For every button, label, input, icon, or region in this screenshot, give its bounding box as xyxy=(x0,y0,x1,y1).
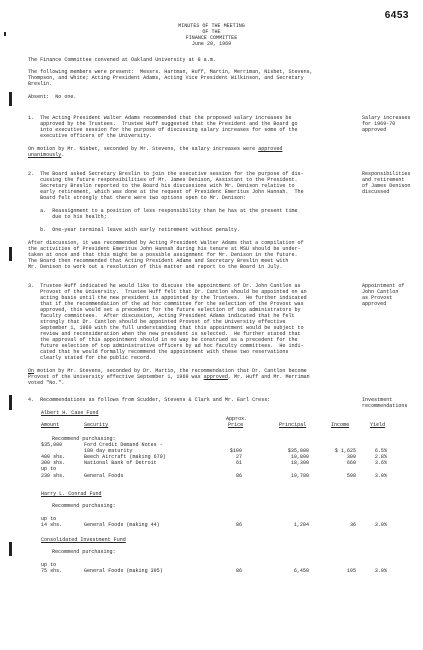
item4-margin-note: Investment recommendations xyxy=(362,397,408,410)
cell-yield: 3.0% xyxy=(374,568,387,575)
item1-line: 1. The Acting President Walter Adams recommended that the proposed salary increases be xyxy=(28,115,292,121)
fund-name: Albert H. Case Fund xyxy=(41,410,99,416)
cell-income: $ 1,625 xyxy=(334,448,356,455)
cell-amount: up to xyxy=(41,562,57,568)
item2-after-line: taken at once and that this might be a possible assignment for Mr. Denison in the future. xyxy=(28,252,298,258)
recommend-purchasing: Recommend purchasing: xyxy=(52,549,116,555)
item2-after-line: After discussion, it was recommended by Acting President Walter Adams that a compilation of xyxy=(28,240,304,246)
item1-line: into executive session for the purpose of discussing salary increases for some of the xyxy=(28,127,298,133)
cell-security: 180 day maturity xyxy=(84,448,133,455)
cell-yield: 2.8% xyxy=(374,454,387,461)
fund-name: Consolidated Investment Fund xyxy=(41,537,126,543)
table-row xyxy=(0,473,423,479)
col-income: Income xyxy=(331,422,350,428)
minutes-header-line: MINUTES OF THE MEETING xyxy=(178,23,245,29)
table-row xyxy=(0,522,423,528)
col-principal: Principal xyxy=(279,422,307,428)
cell-principal: 10,800 xyxy=(290,454,309,461)
table-row xyxy=(0,568,423,574)
cell-income: 36 xyxy=(349,522,356,529)
item1-motion-unanimously: unanimously xyxy=(28,152,62,158)
recommend-purchasing: Recommend purchasing: xyxy=(52,436,116,442)
cell-security: General Foods (making 395) xyxy=(84,568,163,575)
cell-income: 660 xyxy=(346,460,356,467)
item3-line: the approval of this appointment should in no way be construed as a precedent for the xyxy=(28,337,298,343)
absent-line: Absent: No one. xyxy=(28,94,77,100)
present-line: Breslin. xyxy=(28,81,53,87)
item2-option-a: a. Reassignment to a position of less responsibility than he has at the present time xyxy=(28,208,298,214)
item1-motion xyxy=(28,146,282,152)
minutes-header-title: FINANCE COMMITTEE xyxy=(185,35,238,41)
cell-security: General Foods (making 44) xyxy=(84,522,160,529)
page-number: 6453 xyxy=(384,10,409,21)
punch-mark xyxy=(9,395,12,410)
item2-option-a: due to his health; xyxy=(28,214,107,220)
item3-line: that if the recommendation of the ad hoc committee for the selection of the Provost was xyxy=(28,301,304,307)
punch-mark xyxy=(9,92,12,106)
item3-line: approved, this would set a precedent for the future selection of top administrators by xyxy=(28,307,301,313)
minutes-header-date: June 20, 1969 xyxy=(191,41,232,47)
item2-after-line: The Board then recommended that Acting President Adams and Secretary Breslin meet with xyxy=(28,258,289,264)
cell-amount: 300 shs. xyxy=(41,460,66,467)
cell-security: General Foods xyxy=(84,472,124,479)
col-approx: Approx. xyxy=(226,416,248,422)
item3-motion-text: Provost of the University effective September 1, 1969 was xyxy=(28,374,204,380)
cell-price: 61 xyxy=(235,460,242,467)
cell-income: 195 xyxy=(346,568,356,575)
item2-line: cussing the future responsibilities of Mr. James Denison, Assistant to the President. xyxy=(28,177,298,183)
cell-price: 27 xyxy=(235,454,242,461)
fund-name: Harry L. Conrad Fund xyxy=(41,491,102,497)
cell-principal: $35,000 xyxy=(287,448,309,455)
item2-line: 2. The Board asked Secretary Breslin to join the executive session for the purpose of dis- xyxy=(28,171,304,177)
minutes-header-line: OF THE xyxy=(202,29,221,35)
item2-line: Secretary Breslin reported to the Board his discussions with Mr. Denison relative to xyxy=(28,183,295,189)
cell-amount: 230 shs. xyxy=(41,472,66,479)
item3-line: acting basis until the new president is appointed by the Trustees. He further indicated xyxy=(28,295,307,301)
cell-principal: 1,204 xyxy=(293,522,309,529)
item2-after-line: Mr. Denison to work out a resolution of this matter and report to the Board in July. xyxy=(28,264,283,270)
item2-line: Board felt strongly that there were two options open to Mr. Denison: xyxy=(28,195,247,201)
cell-amount: $35,000 xyxy=(41,442,63,448)
recommend-purchasing: Recommend purchasing: xyxy=(52,503,116,509)
item3-motion-vote: voted "No.". xyxy=(28,380,65,386)
cell-amount: 75 shs. xyxy=(41,568,63,575)
cell-income: 300 xyxy=(346,454,356,461)
present-line: The following members were present: Messrs. Hartman, Huff, Martin, Merriman, Nisbet, Stevens, xyxy=(28,69,313,75)
col-security: Security xyxy=(84,422,109,428)
item3-motion-approved: approved xyxy=(203,374,228,380)
item3-line: clearly stated for the public record. xyxy=(28,355,153,361)
cell-security: Beech Aircraft (making 670) xyxy=(84,454,166,461)
item1-motion-cont xyxy=(28,152,64,158)
item3-line: September 1, 1969 with the full understanding that this appointment would be subject to xyxy=(28,325,304,331)
cell-yield: 3.0% xyxy=(374,522,387,529)
item3-line: review and reconsideration when the new president is selected. He further stated that xyxy=(28,331,301,337)
item3-line: 3. Trustee Huff indicated he would like to discuss the appointment of Dr. John Cantlon as xyxy=(28,283,301,289)
cell-yield: 6.5% xyxy=(374,448,387,455)
cell-price: 86 xyxy=(235,472,242,479)
item3-line: cated that he would formally recommend the appointment with these two reservations xyxy=(28,349,289,355)
cell-yield: 3.6% xyxy=(374,460,387,467)
cell-security: National Bank of Detroit xyxy=(84,460,157,467)
item1-line: approved by the Trustees. Trustee Huff suggested that the President and the Board go xyxy=(28,121,298,127)
cell-amount: up to xyxy=(41,516,57,522)
punch-mark xyxy=(9,542,12,556)
cell-price: 86 xyxy=(235,522,242,529)
item3-motion-text: , Mr. Huff and Mr. Merriman xyxy=(227,374,310,380)
cell-amount: 14 shs. xyxy=(41,522,63,529)
cell-security: Ford Credit Demand Notes - xyxy=(84,442,163,448)
col-yield: Yield xyxy=(370,422,386,428)
item3-motion xyxy=(28,374,310,380)
item1-line: executive officers of the University. xyxy=(28,133,153,139)
cell-yield: 3.0% xyxy=(374,472,387,479)
col-price: Price xyxy=(228,422,244,428)
item3-motion-on: On xyxy=(28,368,35,374)
cell-income: 598 xyxy=(346,472,356,479)
cell-principal: 18,300 xyxy=(290,460,309,467)
cell-principal: 19,780 xyxy=(290,472,309,479)
item2-margin-note: Responsibilities and retirement of James Denison discussed xyxy=(362,171,411,196)
item3-motion-text: motion by Mr. Stevens, seconded by Dr. Martin, the recommendation that Dr. Cantlon become xyxy=(34,368,307,374)
punch-mark xyxy=(9,247,12,261)
item2-line: early retirement, which was done at the request of President Emeritus John Hannah. The xyxy=(28,189,304,195)
item2-after-line: the activities of President Emeritus John Hannah during his tenure at MSU should be under- xyxy=(28,246,301,252)
item1-motion-period: . xyxy=(61,152,65,158)
item1-margin-note: Salary increases for 1969-70 approved xyxy=(362,115,411,134)
cell-price: 86 xyxy=(235,568,242,575)
item3-line: strongly that Dr. Cantlon should be appointed Provost of the University effective xyxy=(28,319,286,325)
item3-margin-note: Appointment of John Cantlon as Provost approved xyxy=(362,283,405,308)
item3-line: future selection of top administrative officers by ad hoc faculty committees. He indi- xyxy=(28,343,304,349)
convened-line: The Finance Committee convened at Oakland University at 8 a.m. xyxy=(28,57,216,63)
cell-principal: 6,450 xyxy=(293,568,309,575)
col-amount: Amount xyxy=(41,422,60,428)
item1-motion-approved: approved xyxy=(258,146,283,152)
item2-option-b: b. One-year terminal leave with early retirement without penalty. xyxy=(28,227,241,233)
item1-motion-text: On motion by Mr. Nisbet, seconded by Mr. Stevens, the salary increases were xyxy=(28,146,259,152)
item3-line: Provost of the University. Trustee Huff felt that Dr. Cantlon should be appointed on an xyxy=(28,289,307,295)
item4-line: 4. Recommendations as follows from Scudder, Stevens & Clark and Mr. Earl Cress: xyxy=(28,397,271,403)
item3-line: faculty committees. After discussion, Acting President Adams indicated that he felt xyxy=(28,313,295,319)
cell-price: $100 xyxy=(229,448,242,455)
cell-amount: up to xyxy=(41,466,57,473)
present-line: Thompson, and White; Acting President Adams, Acting Vice President Wilkinson, and Secretary xyxy=(28,75,304,81)
cell-amount: 400 shs. xyxy=(41,454,66,461)
